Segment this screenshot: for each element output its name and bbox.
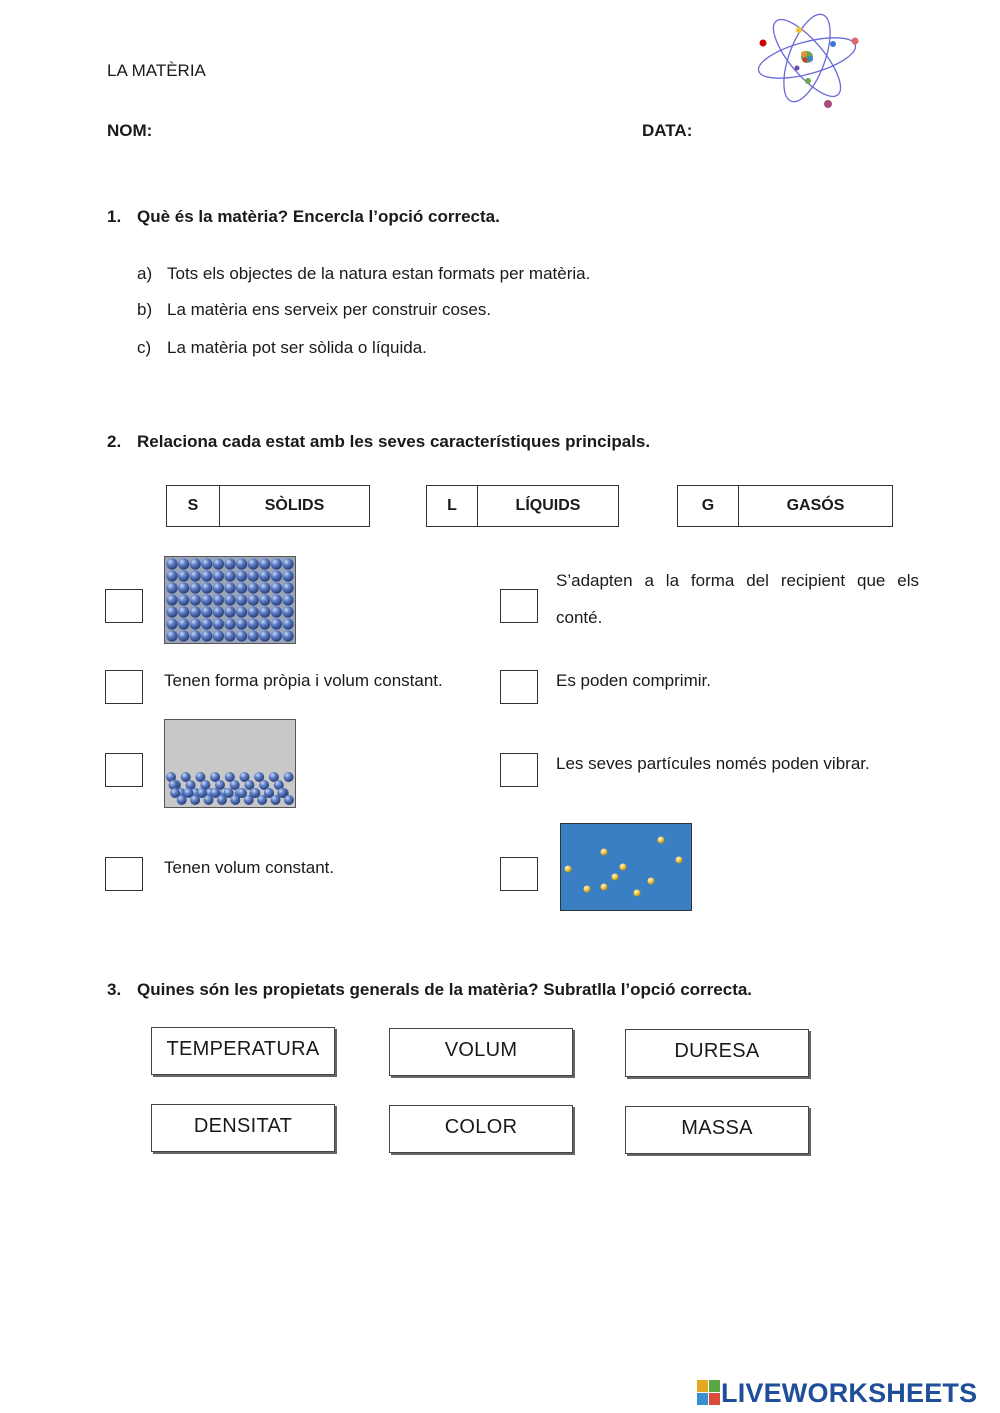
atom-icon xyxy=(752,8,862,112)
legend-liquids-name: LÍQUIDS xyxy=(515,497,581,514)
solid-particles-image xyxy=(164,556,296,644)
property-densitat-label: DENSITAT xyxy=(193,1114,293,1137)
date-label: DATA: xyxy=(642,121,693,140)
question-1-title: Què és la matèria? Encercla l’opció correcta. xyxy=(137,207,500,226)
question-3-number: 3. xyxy=(107,980,122,999)
answer-box-adapt-text[interactable] xyxy=(500,589,538,623)
property-temperatura[interactable] xyxy=(151,1027,335,1075)
property-duresa-label: DURESA xyxy=(674,1039,760,1062)
option-a-letter: a) xyxy=(137,264,153,283)
property-massa[interactable] xyxy=(625,1106,809,1154)
property-color-label: COLOR xyxy=(444,1115,518,1138)
liquid-particles-image xyxy=(164,719,296,808)
property-duresa[interactable] xyxy=(625,1029,809,1077)
legend-solids xyxy=(166,485,370,527)
option-c-text[interactable]: La matèria pot ser sòlida o líquida. xyxy=(167,338,427,357)
property-volum[interactable] xyxy=(389,1028,573,1076)
legend-gases-code: G xyxy=(678,486,739,526)
legend-gases-name: GASÓS xyxy=(786,497,845,514)
adapt-characteristic-text: S’adapten a la forma del recipient que els conté. xyxy=(556,571,919,627)
answer-box-solid-text[interactable] xyxy=(105,670,143,704)
property-densitat[interactable] xyxy=(151,1104,335,1152)
name-label: NOM: xyxy=(107,121,153,140)
worksheet-title: LA MATÈRIA xyxy=(107,61,206,80)
answer-box-compress-text[interactable] xyxy=(500,670,538,704)
option-a-text[interactable]: Tots els objectes de la natura estan formats per matèria. xyxy=(167,264,591,283)
vibrate-characteristic-text: Les seves partícules només poden vibrar. xyxy=(556,754,870,773)
property-color[interactable] xyxy=(389,1105,573,1153)
option-c-letter: c) xyxy=(137,338,152,357)
option-b-text[interactable]: La matèria ens serveix per construir coses. xyxy=(167,300,492,319)
property-massa-label: MASSA xyxy=(681,1116,753,1139)
property-volum-label: VOLUM xyxy=(444,1038,518,1061)
legend-gases xyxy=(677,485,893,527)
property-temperatura-label: TEMPERATURA xyxy=(166,1037,320,1060)
liveworksheets-logo xyxy=(697,1376,977,1410)
legend-solids-name: SÒLIDS xyxy=(264,497,325,514)
legend-solids-code: S xyxy=(167,486,220,526)
answer-box-liquid-image[interactable] xyxy=(105,753,143,787)
question-2-title: Relaciona cada estat amb les seves característiques principals. xyxy=(137,432,651,451)
question-2-number: 2. xyxy=(107,432,122,451)
liveworksheets-brand-text: LIVEWORKSHEETS xyxy=(721,1377,978,1408)
legend-liquids xyxy=(426,485,619,527)
compress-characteristic-text: Es poden comprimir. xyxy=(556,671,711,690)
option-b-letter: b) xyxy=(137,300,153,319)
answer-box-solid-image[interactable] xyxy=(105,589,143,623)
liveworksheets-logo-icon xyxy=(697,1380,721,1406)
gas-particles-image xyxy=(560,823,692,911)
question-3-title: Quines són les propietats generals de la matèria? Subratlla l’opció correcta. xyxy=(137,980,753,999)
legend-liquids-code: L xyxy=(427,486,478,526)
answer-box-volume-text[interactable] xyxy=(105,857,143,891)
question-1-number: 1. xyxy=(107,207,122,226)
answer-box-vibrate-text[interactable] xyxy=(500,753,538,787)
volume-characteristic-text: Tenen volum constant. xyxy=(164,858,335,877)
solid-characteristic-text: Tenen forma pròpia i volum constant. xyxy=(164,671,443,690)
answer-box-gas-image[interactable] xyxy=(500,857,538,891)
